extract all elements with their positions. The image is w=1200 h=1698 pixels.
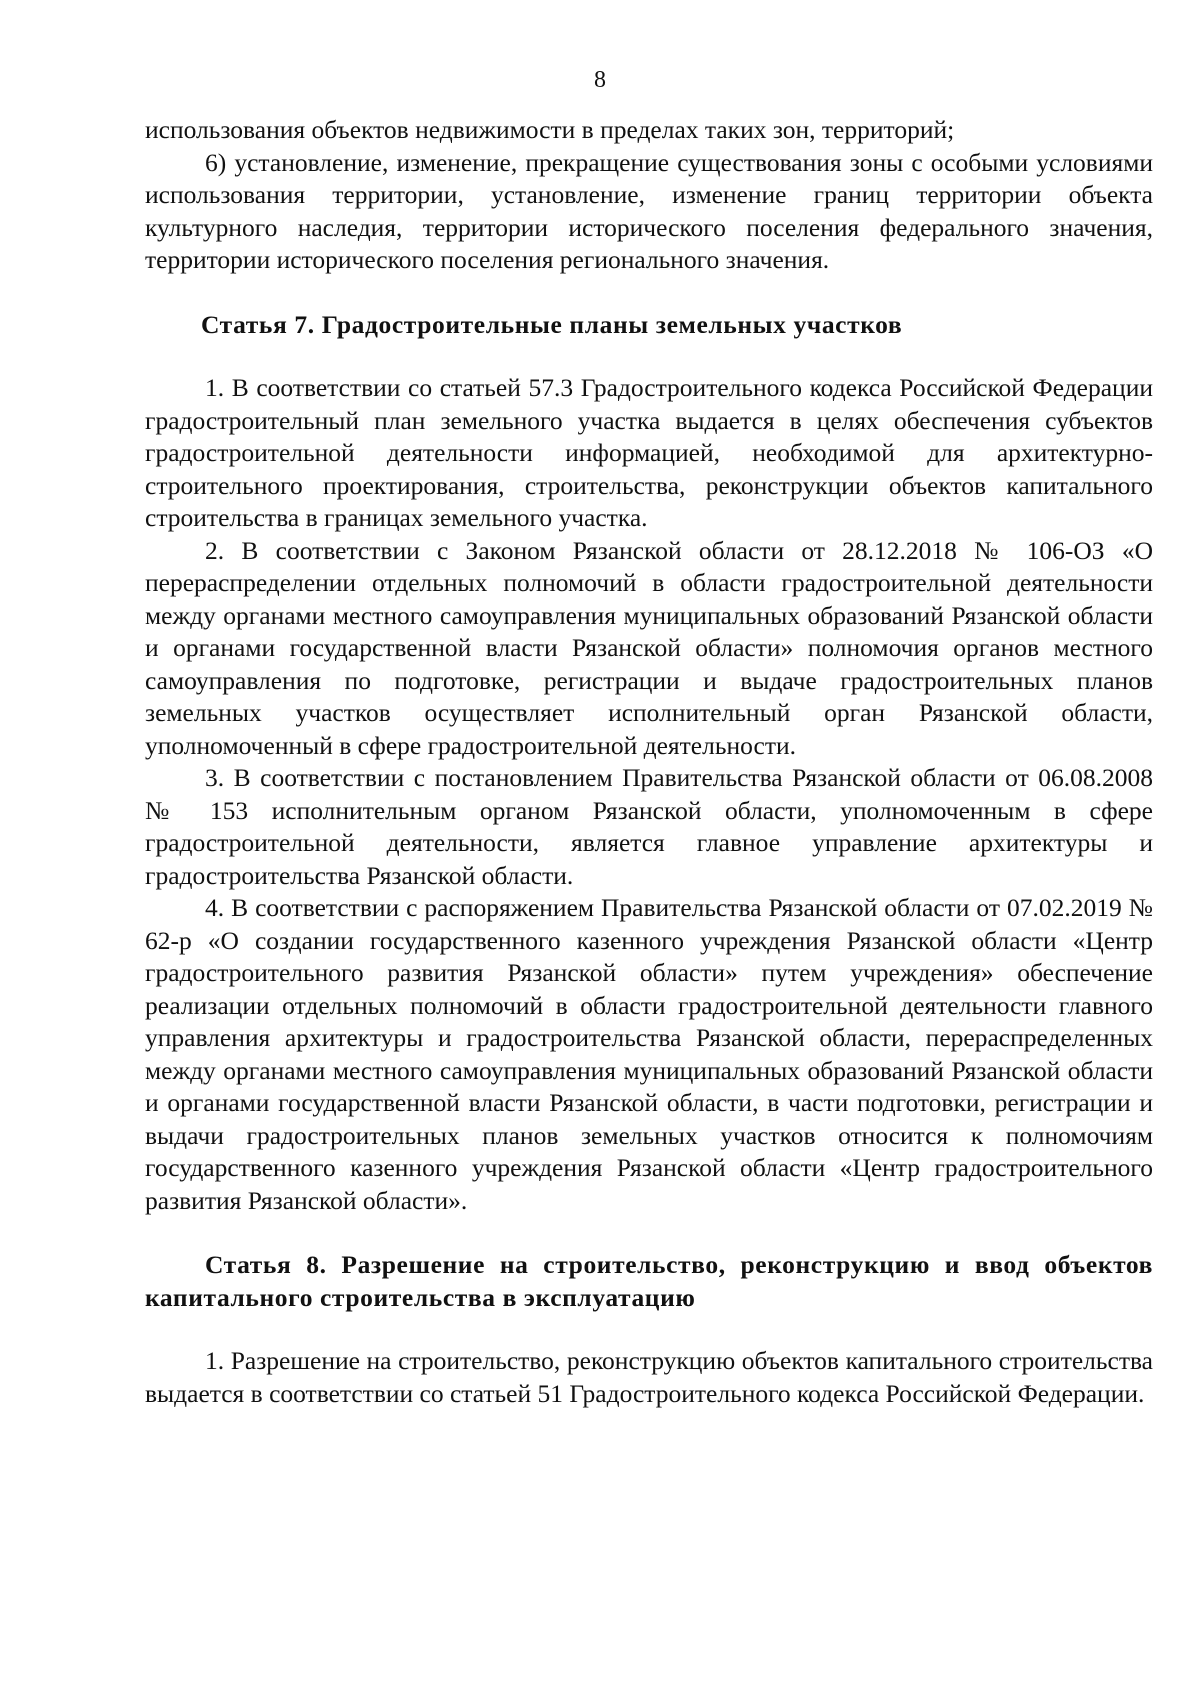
article-8-paragraph-1: 1. Разрешение на строительство, реконструкцию объектов капитального строительства выдается в соответствии со статьей 51 Градостроительного кодекса Российской Федерации. xyxy=(145,1346,1153,1408)
article-7-paragraph-3: 3. В соответствии с постановлением Правительства Рязанской области от 06.08.2008 № 153 исполнительным органом Рязанской области, уполномоченным в сфере градостроительной деятельности, является главное управление архитектуры и градостроительства Рязанской области. xyxy=(145,763,1153,890)
paragraph-item-6: 6) установление, изменение, прекращение существования зоны с особыми условиями использования территории, установление, изменение границ территории объекта культурного наследия, территории исторического поселения федерального значения, территории исторического поселения регионального значения. xyxy=(145,147,1153,274)
article-7-paragraph-2: 2. В соответствии с Законом Рязанской области от 28.12.2018 № 106-ОЗ «О перераспределении отдельных полномочий в области градостроительной деятельности между органами местного самоуправления муниципальных образований Рязанской области и органами государственной власти Рязанской области» полномочия органов местного самоуправления по подготовке, регистрации и выдаче градостроительных планов земельных участков осуществляет исполнительный орган Рязанской области, уполномоченный в сфере градостроительной деятельности. xyxy=(145,535,1153,760)
paragraph-continuation: использования объектов недвижимости в пределах таких зон, территорий; xyxy=(145,115,955,144)
article-7-paragraph-1: 1. В соответствии со статьей 57.3 Градостроительного кодекса Российской Федерации градостроительный план земельного участка выдается в целях обеспечения субъектов градостроительной деятельности информацией, необходимой для архитектурно-строительного проектирования, строительства, реконструкции объектов капитального строительства в границах земельного участка. xyxy=(145,373,1153,532)
article-7-heading: Статья 7. Градостроительные планы земельных участков xyxy=(201,309,903,339)
article-7-paragraph-4: 4. В соответствии с распоряжением Правительства Рязанской области от 07.02.2019 № 62-р «О создании государственного казенного учреждения Рязанской области «Центр градостроительного развития Рязанской области» путем учреждения» обеспечение реализации отдельных полномочий в области градостроительной деятельности главного управления архитектуры и градостроительства Рязанской области, перераспределенных между органами местного самоуправления муниципальных образований Рязанской области и органами государственной власти Рязанской области, в части подготовки, регистрации и выдачи градостроительных планов земельных участков относится к полномочиям государственного казенного учреждения Рязанской области «Центр градостроительного развития Рязанской области». xyxy=(145,893,1153,1215)
article-8-heading: Статья 8. Разрешение на строительство, реконструкцию и ввод объектов капитального строительства в эксплуатацию xyxy=(145,1250,1153,1312)
page-number: 8 xyxy=(594,67,606,93)
document-body xyxy=(145,114,1153,1410)
